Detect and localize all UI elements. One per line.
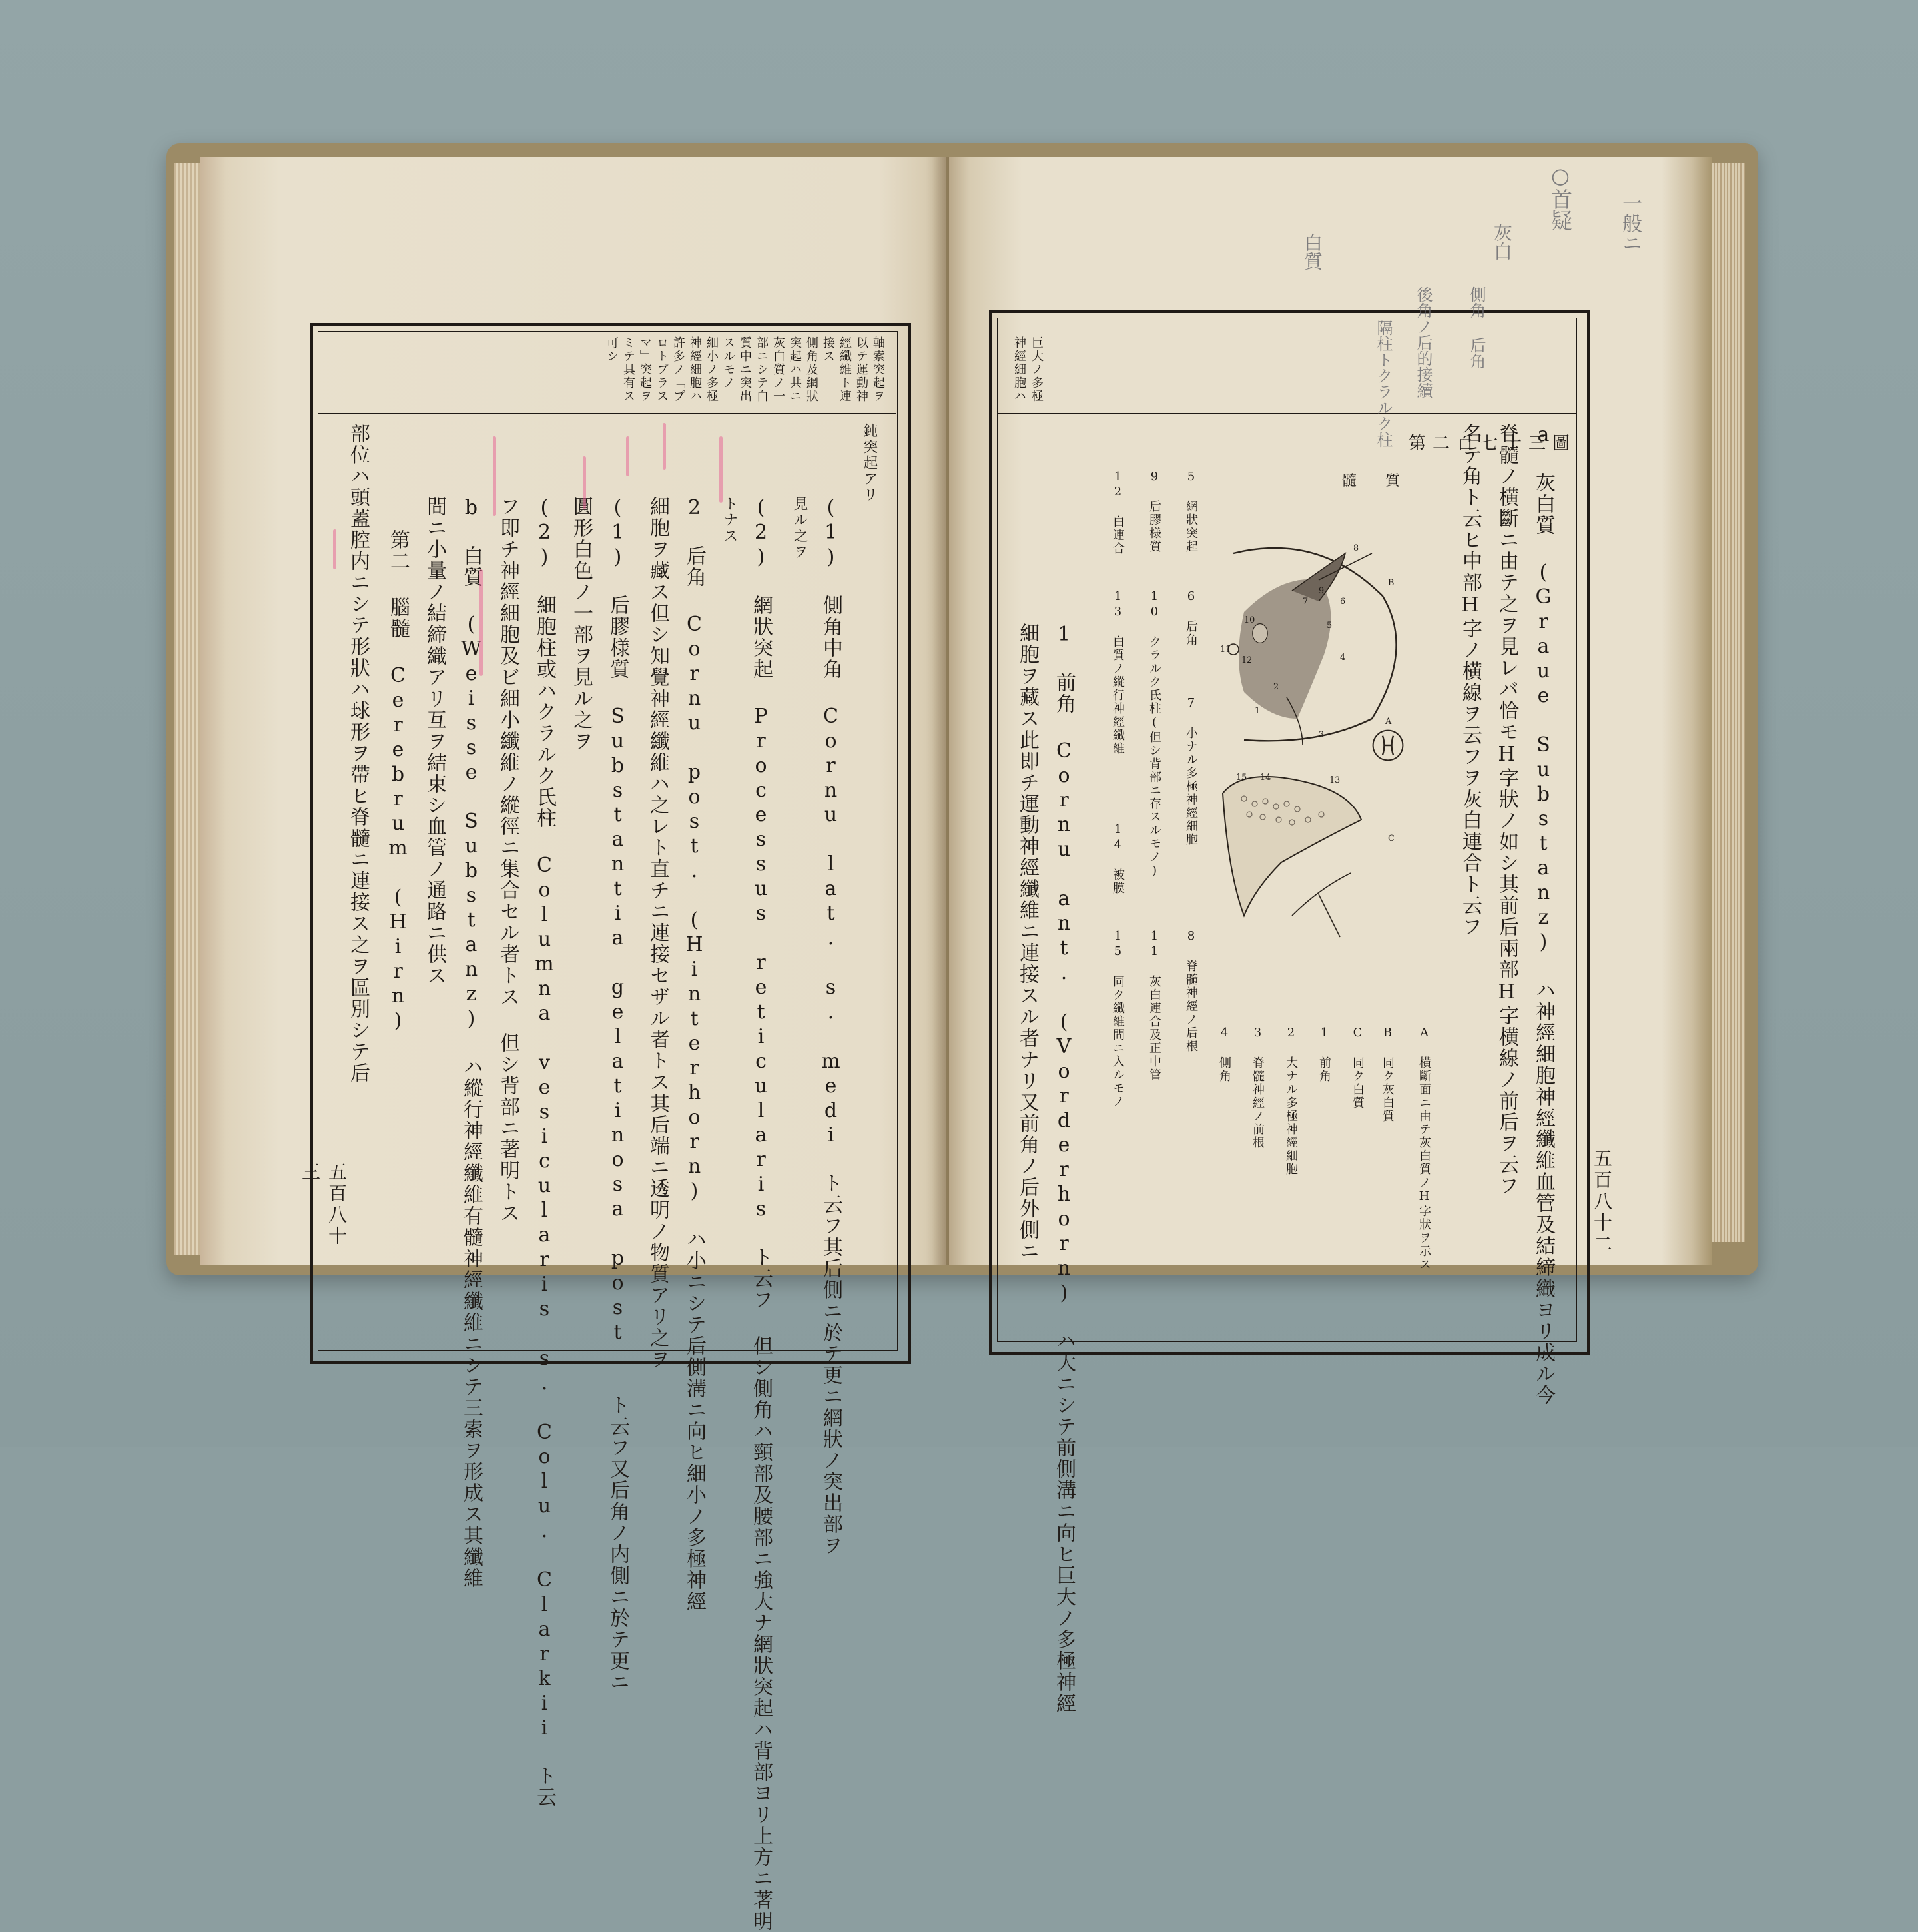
- legend-item: 15 同ク纖維間ニ入ルモノ: [1111, 929, 1125, 1108]
- left-page-edges: [174, 163, 201, 1255]
- legend-item: 5 網狀突起: [1184, 470, 1198, 553]
- h-shape-diagram: [1373, 731, 1403, 761]
- chapter-heading: 第二 腦髓 Cerebrum (Hirn): [386, 529, 410, 1034]
- left-sidenote-line: 部ニシテ白: [755, 336, 769, 403]
- left-sidenote-line: 許多ノ「プ: [671, 336, 685, 403]
- left-sidenote-line: ミテ具有ス: [621, 336, 635, 403]
- text-column: b 白質 (Weisse Substanz) ハ縱行神經纖維有髓神經纖維ニシテ三索ヲ形成ス其纖維: [460, 496, 483, 1589]
- legend-item: 8 脊髓神經ノ后根: [1184, 929, 1198, 1053]
- legend-item: A 横斷面ニ由テ灰白質ノH字狀ヲ示ス: [1417, 1026, 1431, 1271]
- right-sidenote-line: 神經細胞ハ: [1012, 336, 1026, 403]
- legend-item: 10 クラルク氏柱(但シ背部ニ存スルモノ): [1147, 589, 1161, 879]
- text-column: 脊髓ノ横斷ニ由テ之ヲ見レバ恰モH字狀ノ如シ其前后兩部H字横線ノ前后ヲ云フ: [1495, 423, 1518, 1197]
- text-column: (2) 細胞柱或ハクラルク氏柱 Columna vesicularis s. Colu. Clarkii ト云: [533, 496, 556, 1808]
- figure-subtitle: 髓 質: [1342, 473, 1412, 489]
- nerve-branch: [1292, 873, 1351, 937]
- legend-item: 9 后膠様質: [1147, 470, 1161, 553]
- text-column: (1) 側角中角 Cornu lat. s. medi ト云フ其后側ニ於テ更ニ網狀ノ突出部ヲ: [819, 496, 842, 1556]
- legend-item: 6 后角: [1184, 589, 1198, 647]
- figure-label: 11: [1220, 645, 1231, 655]
- figure-label: 2: [1273, 682, 1279, 692]
- page-number: 五百八十二: [1591, 1149, 1613, 1255]
- right-page: [949, 157, 1712, 1714]
- figure-label: 14: [1260, 773, 1271, 783]
- figure-label: 8: [1353, 543, 1359, 553]
- left-sidenote-line: マ」突起ヲ: [638, 336, 652, 403]
- left-sidenote-rule: [318, 413, 896, 414]
- figure-label: 5: [1327, 621, 1333, 631]
- clarke-column: [1253, 624, 1267, 643]
- highlight-mark: [333, 529, 336, 569]
- page-number: 五百八十三: [299, 1162, 348, 1247]
- left-sidenote-line: 灰白質ノ一: [771, 336, 785, 403]
- legend-item: 14 被膜: [1111, 822, 1125, 895]
- right-sidenote-line: 巨大ノ多極: [1030, 336, 1044, 403]
- figure-label: 15: [1236, 773, 1247, 783]
- figure-label: 9: [1319, 586, 1325, 596]
- text-column: (2) 網狀突起 Processus reticularis ト云フ 但シ側角ハ頸部及腰部ニ強大ナ網狀突起ハ背部ヨリ上方ニ著明: [749, 496, 773, 1932]
- figure-label: 1: [1255, 706, 1261, 716]
- text-column: 見ル之ヲ: [791, 496, 808, 560]
- text-column: トナス: [721, 496, 738, 544]
- figure-label: 12: [1241, 655, 1253, 665]
- spinal-cord-figure: [1212, 489, 1425, 1022]
- highlight-mark: [663, 423, 666, 470]
- legend-item: 4 側角: [1217, 1026, 1231, 1083]
- pencil-note: 白質: [1301, 233, 1323, 270]
- legend-item: 12 白連合: [1111, 470, 1125, 555]
- left-sidenote-line: 可シ: [605, 336, 619, 363]
- figure-label: 13: [1329, 775, 1341, 785]
- pencil-note: ○首疑: [1548, 163, 1573, 231]
- pencil-note: 側角 后角: [1467, 286, 1486, 369]
- highlight-mark: [719, 436, 723, 503]
- legend-item: B 同ク灰白質: [1381, 1026, 1395, 1123]
- text-column: 鈍突起アリ: [861, 423, 878, 503]
- text-column: (1) 后膠様質 Substantia gelatinosa post. ト云フ又后角ノ内側ニ於テ更ニ: [606, 496, 629, 1693]
- left-sidenote-line: 細小ノ多極: [705, 336, 719, 403]
- left-sidenote-line: 經纖維ト連: [838, 336, 852, 403]
- pencil-note: 灰白: [1491, 223, 1513, 260]
- legend-item: 2 大ナル多極神經細胞: [1284, 1026, 1298, 1176]
- text-column: a 灰白質 (Graue Substanz) ハ神經細胞神經纖維血管及結締織ヨリ成ル今: [1532, 423, 1555, 1406]
- figure-label: 10: [1244, 615, 1255, 625]
- figure-label: 3: [1319, 730, 1325, 740]
- text-column: フ即チ神經細胞及ビ細小纖維ノ縱徑ニ集合セル者トス 但シ背部ニ著明トス: [496, 496, 519, 1224]
- highlight-mark: [626, 436, 629, 476]
- left-page: [200, 157, 946, 1932]
- pencil-note: 隔柱トクラルク柱: [1374, 320, 1393, 448]
- text-column: 間ニ小量ノ結締織アリ互ヲ結束シ血管ノ通路ニ供ス: [423, 496, 446, 986]
- legend-item: 3 脊髓神經ノ前根: [1251, 1026, 1265, 1149]
- right-sidenote-rule: [998, 413, 1576, 414]
- left-sidenote-line: 軸索突起ヲ: [871, 336, 885, 403]
- white-matter-sector: [1223, 777, 1361, 916]
- left-sidenote-line: 神經細胞ハ: [688, 336, 702, 403]
- figure-label: 4: [1340, 653, 1346, 663]
- text-column: 細胞ヲ藏ス此即チ運動神經纖維ニ連接スル者ナリ又前角ノ后外側ニ: [1016, 623, 1039, 1262]
- figure-label: 7: [1303, 597, 1309, 607]
- text-column: 1 前角 Cornu ant. (Vorderhorn) ハ大ニシテ前側溝ニ向ヒ巨大ノ多極神經: [1052, 623, 1076, 1714]
- left-sidenote-line: 以テ運動神: [854, 336, 868, 403]
- highlight-mark: [583, 456, 586, 509]
- legend-item: C 同ク白質: [1351, 1026, 1365, 1110]
- text-column: 圓形白色ノ一部ヲ見ル之ヲ: [569, 496, 593, 752]
- legend-item: 11 灰白連合及正中管: [1147, 929, 1161, 1082]
- figure-label: C: [1388, 834, 1395, 844]
- left-sidenote-line: スルモノ: [721, 336, 735, 390]
- figure-title: 第二百七十三圖: [1409, 434, 1577, 454]
- figure-label: B: [1388, 578, 1395, 588]
- legend-item: 13 白質ノ縱行神經纖維: [1111, 589, 1125, 755]
- text-column: 2 后角 Cornu post. (Hinterhorn) ハ小ニシテ后側溝ニ向ヒ細小ノ多極神經: [683, 496, 706, 1612]
- figure-label: 6: [1340, 597, 1346, 607]
- text-column: 部位ハ頭蓋腔内ニシテ形狀ハ球形ヲ帶ヒ脊髓ニ連接ス之ヲ區別シテ后: [346, 423, 370, 1084]
- text-column: 名テ角ト云ヒ中部H字ノ横線ヲ云フヲ灰白連合ト云フ: [1458, 423, 1482, 938]
- pencil-note: 後角ノ后的接續: [1414, 286, 1433, 398]
- left-sidenote-line: ロトプラス: [655, 336, 669, 403]
- highlight-mark: [480, 569, 483, 676]
- left-sidenote-line: 質中ニ突出: [738, 336, 752, 403]
- highlight-mark: [493, 436, 496, 516]
- figure-label: A: [1385, 717, 1392, 727]
- legend-item: 7 小ナル多極神經細胞: [1184, 696, 1198, 846]
- left-sidenote-line: 接ス: [821, 336, 835, 363]
- left-sidenote-line: 側角及網狀: [804, 336, 818, 403]
- text-column: 細胞ヲ藏ス但シ知覺神經纖維ハ之レト直チニ連接セザル者トス其后端ニ透明ノ物質アリ之ヲ: [646, 496, 669, 1370]
- left-sidenote-line: 突起ハ共ニ: [788, 336, 802, 403]
- pencil-note: 一般ニ: [1618, 193, 1642, 253]
- legend-item: 1 前角: [1317, 1026, 1331, 1083]
